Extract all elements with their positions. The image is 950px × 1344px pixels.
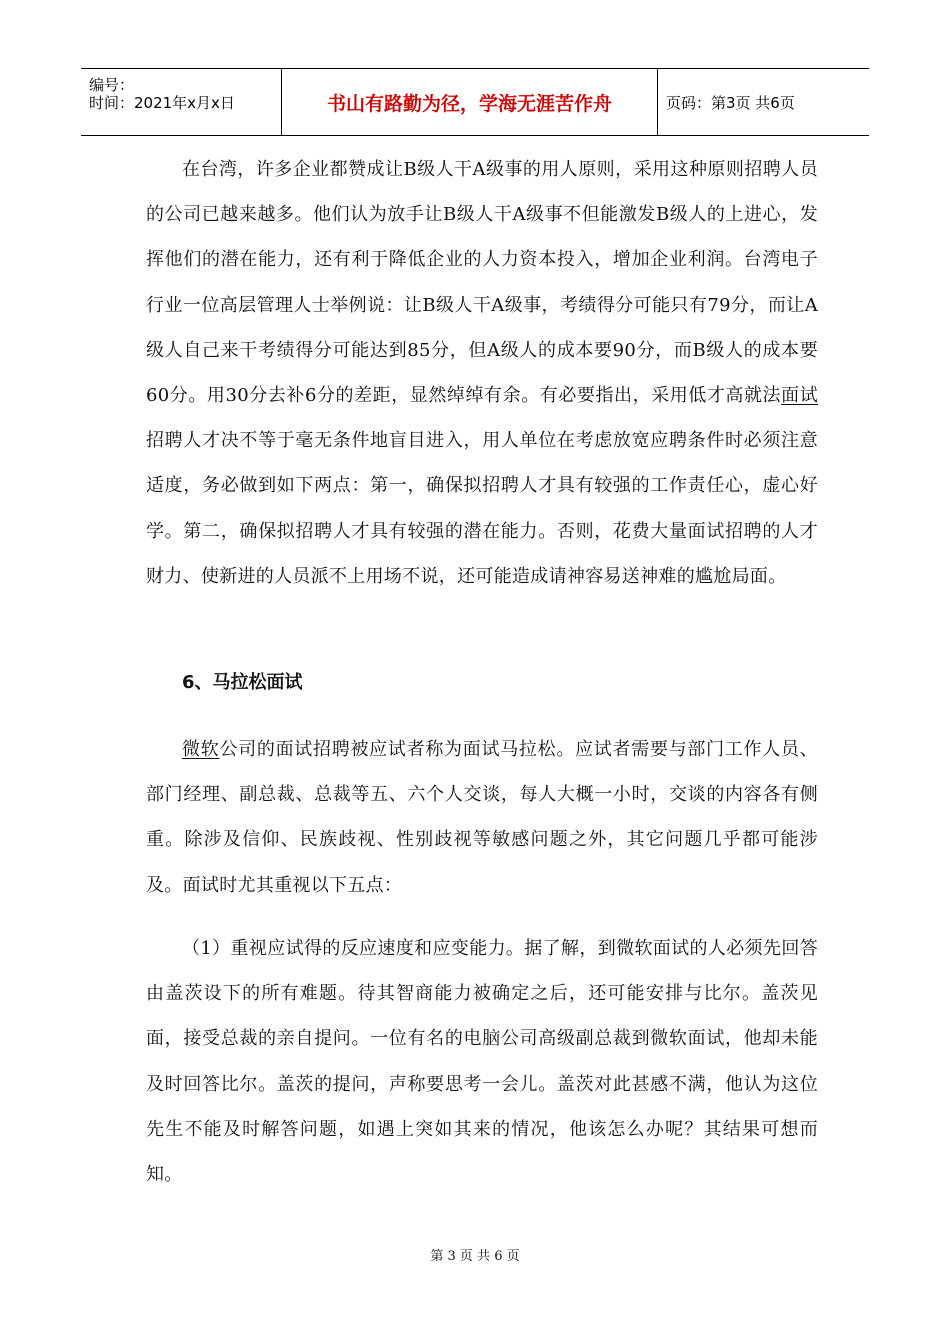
section-heading: 6、马拉松面试 — [182, 672, 303, 693]
paragraph-1-text: 在台湾，许多企业都赞成让B级人干A级事的用人原则，采用这种原则招聘人员的公司已越来越多。他们认为放手让B级人干A级事不但能激发B级人的上进心，发挥他们的潜在能力，还有利于降低企业的人力资本投入，增加企业利润。台湾电子行业一位高层管理人士举例说：让B级人干A级事，考绩得分可能只有79分，而让A级人自己来干考绩得分可能达到85分，但A级人的成本要90分，而B级人的成本要60分。用30分去补6分的差距，显然绰绰有余。有必要指出，采用低才高就法 — [146, 159, 818, 407]
motto-text: 书山有路勤为径，学海无涯苦作舟 — [326, 92, 612, 115]
header-page-info: 页码：第3页 共6页 — [666, 93, 795, 112]
page-footer: 第 3 页 共 6 页 — [430, 1249, 520, 1264]
header-left-cell — [81, 69, 282, 135]
paragraph-1-tail: 招聘人才决不等于毫无条件地盲目进入，用人单位在考虑放宽应聘条件时必须注意适度，务必做到如下两点：第一，确保拟招聘人才具有较强的工作责任心，虚心好学。第二，确保拟招聘人才具有较强的潜在能力。否则，花费大量面试招聘的人才财力、使新进的人员派不上用场不说，还可能造成请神容易送神难的尴尬局面。 — [146, 430, 818, 587]
paragraph-1 — [146, 147, 818, 599]
paragraph-3-text: （1）重视应试得的反应速度和应变能力。据了解，到微软面试的人必须先回答由盖茨设下的所有难题。待其智商能力被确定之后，还可能安排与比尔。盖茨见面，接受总裁的亲自提问。一位有名的电脑公司高级副总裁到微软面试，他却未能及时回答比尔。盖茨的提问，声称要思考一会儿。盖茨对此甚感不满，他认为这位先生不能及时解答问题，如遇上突如其来的情况，他该怎么办呢？其结果可想而知。 — [146, 938, 818, 1186]
serial-number-label: 编号： — [89, 76, 135, 94]
interview-link[interactable]: 面试 — [781, 385, 818, 407]
paragraph-3 — [146, 926, 818, 1197]
microsoft-link[interactable]: 微软 — [182, 739, 220, 760]
page-header — [81, 68, 869, 136]
paragraph-2-text: 公司的面试招聘被应试者称为面试马拉松。应试者需要与部门工作人员、部门经理、副总裁、总裁等五、六个人交谈，每人大概一小时，交谈的内容各有侧重。除涉及信仰、民族歧视、性别歧视等敏感问题之外，其它问题几乎都可能涉及。面试时尤其重视以下五点： — [146, 739, 818, 896]
header-page-cell — [658, 69, 869, 135]
date-line: 时间：2021年x月x日 — [89, 94, 235, 112]
paragraph-2 — [146, 727, 818, 908]
header-motto-cell — [282, 69, 658, 135]
